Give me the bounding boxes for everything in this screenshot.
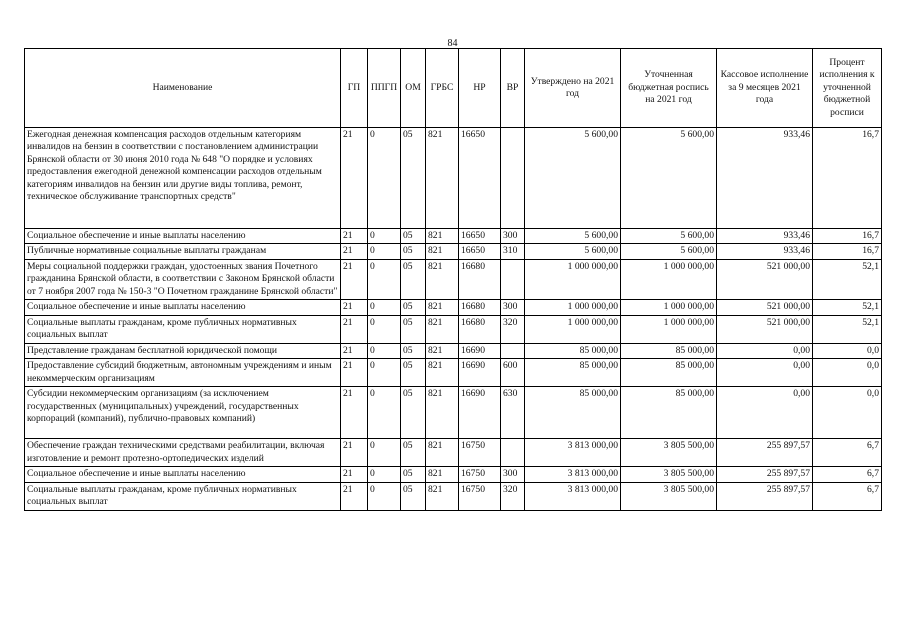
cell-cash: 521 000,00	[717, 315, 813, 343]
cell-gp: 21	[341, 229, 368, 244]
cell-percent: 6,7	[813, 439, 882, 467]
cell-revised: 1 000 000,00	[621, 315, 717, 343]
cell-np: 16750	[459, 467, 501, 482]
cell-grbs: 821	[426, 439, 459, 467]
cell-vr	[501, 439, 525, 467]
cell-ppgp: 0	[368, 343, 401, 358]
cell-ppgp: 0	[368, 387, 401, 439]
header-gp: ГП	[341, 49, 368, 128]
cell-om: 05	[401, 387, 426, 439]
cell-vr: 630	[501, 387, 525, 439]
cell-grbs: 821	[426, 343, 459, 358]
cell-approved: 5 600,00	[525, 229, 621, 244]
header-vr: ВР	[501, 49, 525, 128]
cell-np: 16750	[459, 482, 501, 510]
cell-percent: 16,7	[813, 244, 882, 259]
cell-om: 05	[401, 467, 426, 482]
cell-cash: 255 897,57	[717, 482, 813, 510]
header-cash: Кассовое исполнение за 9 месяцев 2021 года	[717, 49, 813, 128]
cell-revised: 85 000,00	[621, 359, 717, 387]
cell-approved: 3 813 000,00	[525, 482, 621, 510]
table-row	[25, 482, 882, 510]
cell-vr	[501, 343, 525, 358]
cell-ppgp: 0	[368, 467, 401, 482]
cell-om: 05	[401, 229, 426, 244]
cell-np: 16650	[459, 244, 501, 259]
cell-name: Социальное обеспечение и иные выплаты населению	[25, 300, 341, 315]
cell-vr: 600	[501, 359, 525, 387]
cell-grbs: 821	[426, 359, 459, 387]
cell-name: Социальное обеспечение и иные выплаты населению	[25, 467, 341, 482]
table-row	[25, 128, 882, 229]
cell-cash: 933,46	[717, 128, 813, 229]
cell-vr: 300	[501, 467, 525, 482]
cell-np: 16690	[459, 359, 501, 387]
cell-np: 16690	[459, 343, 501, 358]
cell-om: 05	[401, 482, 426, 510]
cell-gp: 21	[341, 482, 368, 510]
cell-grbs: 821	[426, 482, 459, 510]
cell-revised: 5 600,00	[621, 128, 717, 229]
budget-table	[24, 48, 882, 511]
cell-approved: 85 000,00	[525, 359, 621, 387]
cell-name: Предоставление субсидий бюджетным, автономным учреждениям и иным некоммерческим организациям	[25, 359, 341, 387]
cell-gp: 21	[341, 359, 368, 387]
cell-percent: 16,7	[813, 128, 882, 229]
cell-name: Социальные выплаты гражданам, кроме публичных нормативных социальных выплат	[25, 315, 341, 343]
cell-cash: 255 897,57	[717, 439, 813, 467]
cell-np: 16680	[459, 300, 501, 315]
cell-percent: 52,1	[813, 300, 882, 315]
cell-ppgp: 0	[368, 482, 401, 510]
cell-om: 05	[401, 343, 426, 358]
cell-grbs: 821	[426, 300, 459, 315]
cell-approved: 3 813 000,00	[525, 439, 621, 467]
cell-name: Обеспечение граждан техническими средствами реабилитации, включая изготовление и ремонт протезно-ортопедических изделий	[25, 439, 341, 467]
cell-vr: 320	[501, 315, 525, 343]
cell-cash: 0,00	[717, 387, 813, 439]
cell-vr: 320	[501, 482, 525, 510]
cell-ppgp: 0	[368, 315, 401, 343]
cell-om: 05	[401, 315, 426, 343]
cell-ppgp: 0	[368, 300, 401, 315]
cell-vr: 300	[501, 229, 525, 244]
cell-gp: 21	[341, 300, 368, 315]
cell-revised: 3 805 500,00	[621, 482, 717, 510]
cell-gp: 21	[341, 387, 368, 439]
cell-grbs: 821	[426, 387, 459, 439]
cell-percent: 6,7	[813, 467, 882, 482]
cell-cash: 933,46	[717, 229, 813, 244]
cell-om: 05	[401, 259, 426, 299]
table-row	[25, 343, 882, 358]
table-row	[25, 387, 882, 439]
cell-ppgp: 0	[368, 359, 401, 387]
cell-cash: 0,00	[717, 359, 813, 387]
header-revised: Уточненная бюджетная роспись на 2021 год	[621, 49, 717, 128]
cell-percent: 0,0	[813, 343, 882, 358]
cell-cash: 0,00	[717, 343, 813, 358]
cell-np: 16680	[459, 259, 501, 299]
cell-vr	[501, 259, 525, 299]
table-row	[25, 467, 882, 482]
cell-revised: 1 000 000,00	[621, 300, 717, 315]
cell-name: Ежегодная денежная компенсация расходов отдельным категориям инвалидов на бензин в соответствии с постановлением администрации Брянской области от 30 июня 2010 года № 648 "О порядке и условиях предоставления ежегодной денежной компенсации расходов отдельным категориям инвалидов на бензин или другие виды топлива, ремонт, техническое обслуживание транспортных средств"	[25, 128, 341, 229]
cell-approved: 3 813 000,00	[525, 467, 621, 482]
cell-approved: 1 000 000,00	[525, 300, 621, 315]
cell-name: Социальные выплаты гражданам, кроме публичных нормативных социальных выплат	[25, 482, 341, 510]
cell-ppgp: 0	[368, 439, 401, 467]
table-row	[25, 439, 882, 467]
cell-percent: 16,7	[813, 229, 882, 244]
cell-gp: 21	[341, 343, 368, 358]
cell-gp: 21	[341, 467, 368, 482]
cell-revised: 85 000,00	[621, 387, 717, 439]
header-ppgp: ППГП	[368, 49, 401, 128]
cell-percent: 0,0	[813, 359, 882, 387]
cell-cash: 521 000,00	[717, 300, 813, 315]
cell-revised: 1 000 000,00	[621, 259, 717, 299]
header-percent: Процент исполнения к уточненной бюджетной росписи	[813, 49, 882, 128]
cell-name: Меры социальной поддержки граждан, удостоенных звания Почетного гражданина Брянской области, в соответствии с Законом Брянской области от 7 ноября 2007 года № 150-3 "О Почетном гражданине Брянской области"	[25, 259, 341, 299]
cell-approved: 85 000,00	[525, 343, 621, 358]
cell-grbs: 821	[426, 315, 459, 343]
cell-percent: 6,7	[813, 482, 882, 510]
table-header-row	[25, 49, 882, 128]
cell-gp: 21	[341, 439, 368, 467]
cell-vr: 310	[501, 244, 525, 259]
table-row	[25, 300, 882, 315]
cell-ppgp: 0	[368, 259, 401, 299]
cell-revised: 3 805 500,00	[621, 467, 717, 482]
cell-om: 05	[401, 439, 426, 467]
table-row	[25, 229, 882, 244]
cell-approved: 85 000,00	[525, 387, 621, 439]
cell-percent: 0,0	[813, 387, 882, 439]
cell-om: 05	[401, 244, 426, 259]
cell-name: Социальное обеспечение и иные выплаты населению	[25, 229, 341, 244]
cell-ppgp: 0	[368, 128, 401, 229]
header-np: НР	[459, 49, 501, 128]
cell-gp: 21	[341, 315, 368, 343]
header-approved: Утверждено на 2021 год	[525, 49, 621, 128]
cell-cash: 933,46	[717, 244, 813, 259]
cell-name: Субсидии некоммерческим организациям (за исключением государственных (муниципальных) учреждений, государственных корпораций (компаний), публично-правовых компаний)	[25, 387, 341, 439]
cell-name: Представление гражданам бесплатной юридической помощи	[25, 343, 341, 358]
cell-percent: 52,1	[813, 315, 882, 343]
cell-ppgp: 0	[368, 244, 401, 259]
cell-grbs: 821	[426, 229, 459, 244]
cell-revised: 5 600,00	[621, 244, 717, 259]
cell-cash: 521 000,00	[717, 259, 813, 299]
cell-approved: 1 000 000,00	[525, 315, 621, 343]
cell-name: Публичные нормативные социальные выплаты гражданам	[25, 244, 341, 259]
cell-om: 05	[401, 128, 426, 229]
cell-gp: 21	[341, 259, 368, 299]
page-number: 84	[447, 38, 458, 49]
cell-grbs: 821	[426, 259, 459, 299]
table-row	[25, 259, 882, 299]
header-om: ОМ	[401, 49, 426, 128]
cell-approved: 1 000 000,00	[525, 259, 621, 299]
cell-revised: 85 000,00	[621, 343, 717, 358]
table-row	[25, 244, 882, 259]
cell-grbs: 821	[426, 467, 459, 482]
cell-revised: 5 600,00	[621, 229, 717, 244]
cell-vr: 300	[501, 300, 525, 315]
cell-gp: 21	[341, 128, 368, 229]
cell-np: 16650	[459, 229, 501, 244]
cell-vr	[501, 128, 525, 229]
header-grbs: ГРБС	[426, 49, 459, 128]
table-row	[25, 359, 882, 387]
cell-om: 05	[401, 300, 426, 315]
table-row	[25, 315, 882, 343]
cell-cash: 255 897,57	[717, 467, 813, 482]
cell-approved: 5 600,00	[525, 244, 621, 259]
cell-approved: 5 600,00	[525, 128, 621, 229]
cell-np: 16690	[459, 387, 501, 439]
cell-grbs: 821	[426, 128, 459, 229]
cell-np: 16650	[459, 128, 501, 229]
cell-grbs: 821	[426, 244, 459, 259]
cell-gp: 21	[341, 244, 368, 259]
header-name: Наименование	[25, 49, 341, 128]
cell-np: 16750	[459, 439, 501, 467]
cell-np: 16680	[459, 315, 501, 343]
cell-om: 05	[401, 359, 426, 387]
cell-percent: 52,1	[813, 259, 882, 299]
cell-revised: 3 805 500,00	[621, 439, 717, 467]
cell-ppgp: 0	[368, 229, 401, 244]
